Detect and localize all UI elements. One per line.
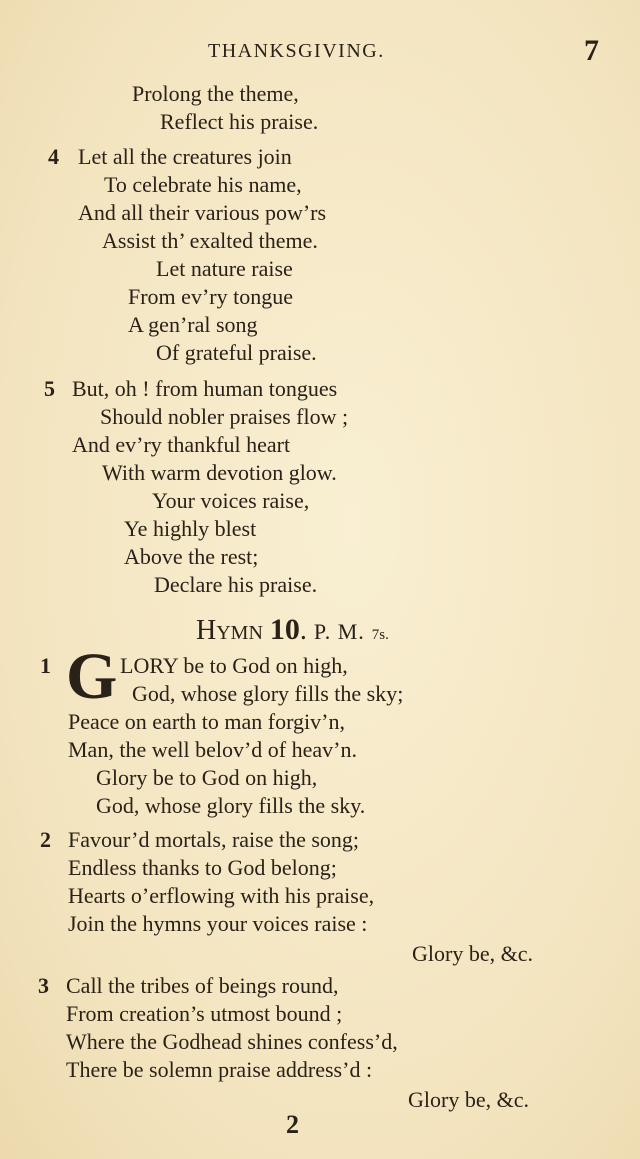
verse-line: With warm devotion glow. xyxy=(102,460,337,485)
verse-line: Join the hymns your voices raise : xyxy=(68,911,368,936)
verse-line: Reflect his praise. xyxy=(160,109,319,134)
verse-line: Ye highly blest xyxy=(124,516,257,541)
drop-cap: G xyxy=(66,640,118,713)
running-head xyxy=(0,34,640,68)
verse-line: From creation’s utmost bound ; xyxy=(66,1001,343,1026)
verse-line: To celebrate his name, xyxy=(104,172,302,197)
verse-line: God, whose glory fills the sky. xyxy=(96,793,366,818)
verse-line: Hearts o’erflowing with his praise, xyxy=(68,883,375,908)
hymn-number: 10 xyxy=(269,613,300,646)
verse-line: Above the rest; xyxy=(124,544,259,569)
verse-line: There be solemn praise address’d : xyxy=(66,1057,373,1082)
signature-mark: 2 xyxy=(286,1110,299,1139)
stanza-number: 2 xyxy=(40,827,51,852)
verse-line: Call the tribes of beings round, xyxy=(66,973,339,998)
verse-line: Should nobler praises flow ; xyxy=(100,404,349,429)
verse-line: Peace on earth to man forgiv’n, xyxy=(68,709,345,734)
verse-line: Of grateful praise. xyxy=(156,340,317,365)
verse-line: And all their various pow’rs xyxy=(78,200,327,225)
hymn-heading: Hymn 10. P. M. 7s. xyxy=(196,613,389,646)
verse-line: A gen’ral song xyxy=(128,312,258,337)
verse-line: And ev’ry thankful heart xyxy=(72,432,291,457)
verse-line: Where the Godhead shines confess’d, xyxy=(66,1029,398,1054)
running-title: THANKSGIVING. xyxy=(208,40,385,62)
hymn-word: Hymn xyxy=(196,615,263,646)
verse-line: Assist th’ exalted theme. xyxy=(102,228,318,253)
verse-line: Endless thanks to God belong; xyxy=(68,855,337,880)
verse-line: LORY be to God on high, xyxy=(120,653,348,678)
verse-line: Prolong the theme, xyxy=(132,81,299,106)
verse-line: Declare his praise. xyxy=(154,572,318,597)
verse-line: Favour’d mortals, raise the song; xyxy=(68,827,360,852)
hymn-meter: P. M. xyxy=(313,619,365,644)
stanza-number: 3 xyxy=(38,973,49,998)
hymn-meter-sub: 7s. xyxy=(371,627,389,643)
verse-line: Let all the creatures join xyxy=(78,144,292,169)
page-number: 7 xyxy=(584,34,599,67)
verse-line: Let nature raise xyxy=(156,256,293,281)
verse-line: Your voices raise, xyxy=(152,488,310,513)
verse-line: Man, the well belov’d of heav’n. xyxy=(68,737,357,762)
stanza-number: 5 xyxy=(44,376,55,401)
stanza-number: 4 xyxy=(48,144,59,169)
verse-line: Glory be to God on high, xyxy=(96,765,318,790)
verse-line: God, whose glory fills the sky; xyxy=(132,681,404,706)
refrain-line: Glory be, &c. xyxy=(412,941,533,966)
stanza-number: 1 xyxy=(40,653,51,678)
verse-line: But, oh ! from human tongues xyxy=(72,376,338,401)
verse-line: From ev’ry tongue xyxy=(128,284,293,309)
refrain-line: Glory be, &c. xyxy=(408,1087,529,1112)
